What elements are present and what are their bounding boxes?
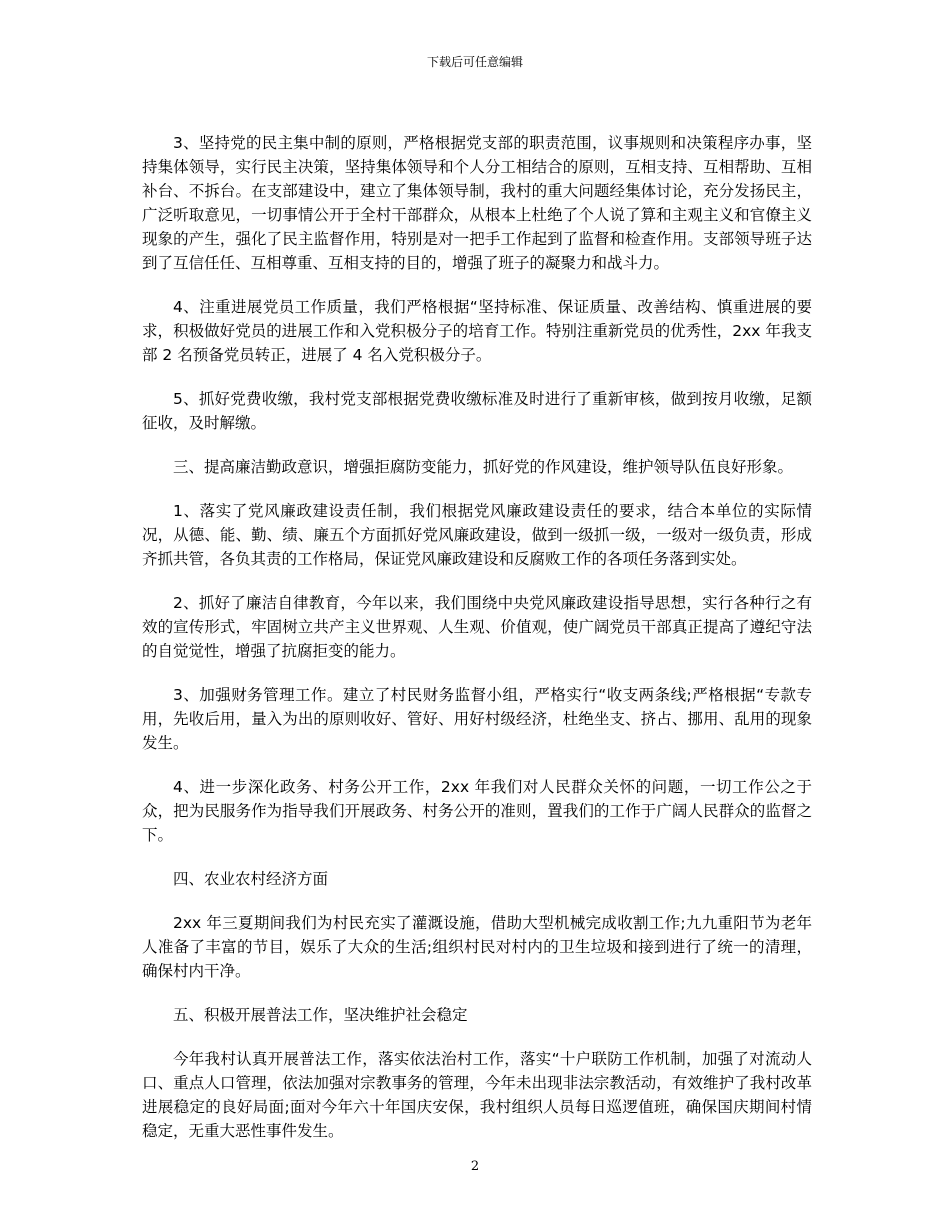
section-heading-rural-economy: 四、农业农村经济方面 (173, 870, 329, 888)
paragraph-member-quality: 4、注重进展党员工作质量，我们严格根据“坚持标准、保证质量、改善结构、慎重进展的要求，积极做好党员的进展工作和入党积极分子的培育工作。特别注重新党员的优秀性，2xx 年我支部 2 名预备党员转正，进展了 4 名入党积极分子。 (142, 298, 812, 364)
paragraph-self-discipline: 2、抓好了廉洁自律教育，今年以来，我们围绕中央党风廉政建设指导思想，实行各种行之有效的宣传形式，牢固树立共产主义世界观、人生观、价值观，使广阔党员干部真正提高了遵纪守法的自觉觉性，增强了抗腐拒变的能力。 (142, 594, 812, 660)
section-heading-legal-education: 五、积极开展普法工作，坚决维护社会稳定 (173, 1006, 468, 1024)
document-body (142, 131, 812, 1163)
paragraph-responsibility-system: 1、落实了党风廉政建设责任制，我们根据党风廉政建设责任的要求，结合本单位的实际情况，从德、能、勤、绩、廉五个方面抓好党风廉政建设，做到一级抓一级，一级对一级负责，形成齐抓共管，各负其责的工作格局，保证党风廉政建设和反腐败工作的各项任务落到实处。 (142, 502, 812, 568)
section-heading-integrity: 三、提高廉洁勤政意识，增强拒腐防变能力，抓好党的作风建设，维护领导队伍良好形象。 (173, 458, 794, 476)
paragraph-legal-education: 今年我村认真开展普法工作，落实依法治村工作，落实“十户联防工作机制，加强了对流动人口、重点人口管理，依法加强对宗教事务的管理，今年未出现非法宗教活动，有效维护了我村改革进展稳定的良好局面;面对今年六十年国庆安保，我村组织人员每日巡逻值班，确保国庆期间村情稳定，无重大恶性事件发生。 (142, 1050, 812, 1140)
page-number: 2 (470, 1159, 480, 1174)
paragraph-rural-economy: 2xx 年三夏期间我们为村民充实了灌溉设施，借助大型机械完成收割工作;九九重阳节为老年人准备了丰富的节目，娱乐了大众的生活;组织村民对村内的卫生垃圾和接到进行了统一的清理，确保村内干净。 (142, 914, 812, 980)
paragraph-party-dues: 5、抓好党费收缴，我村党支部根据党费收缴标准及时进行了重新审核，做到按月收缴，足额征收，及时解缴。 (142, 390, 812, 432)
paragraph-public-affairs: 4、进一步深化政务、村务公开工作，2xx 年我们对人民群众关怀的问题，一切工作公之于众，把为民服务作为指导我们开展政务、村务公开的准则，置我们的工作于广阔人民群众的监督之下。 (142, 778, 812, 844)
paragraph-financial-management: 3、加强财务管理工作。建立了村民财务监督小组，严格实行“收支两条线;严格根据“专款专用，先收后用，量入为出的原则收好、管好、用好村级经济，杜绝坐支、挤占、挪用、乱用的现象发生。 (142, 686, 812, 752)
page-header: 下载后可任意编辑 (426, 55, 523, 69)
paragraph-democratic-centralism: 3、坚持党的民主集中制的原则，严格根据党支部的职责范围，议事规则和决策程序办事，坚持集体领导，实行民主决策，坚持集体领导和个人分工相结合的原则，互相支持、互相帮助、互相补台、不拆台。在支部建设中，建立了集体领导制，我村的重大问题经集体讨论，充分发扬民主，广泛听取意见，一切事情公开于全村干部群众，从根本上杜绝了个人说了算和主观主义和官僚主义现象的产生，强化了民主监督作用，特别是对一把手工作起到了监督和检查作用。支部领导班子达到了互信任任、互相尊重、互相支持的目的，增强了班子的凝聚力和战斗力。 (142, 134, 812, 272)
